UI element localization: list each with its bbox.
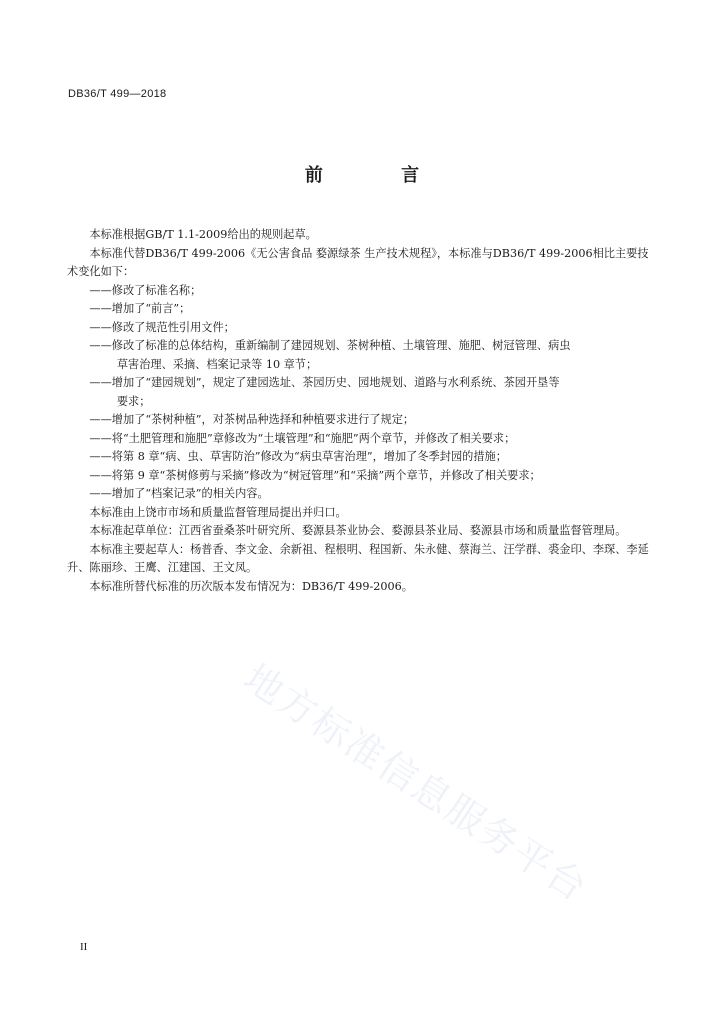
page-number: II: [80, 941, 88, 953]
list-item: [67, 467, 657, 486]
list-item-text: ——增加了“茶树种植”，对茶树品种选择和种植要求进行了规定；: [89, 413, 415, 426]
list-item-text: ——将第 9 章“茶树修剪与采摘”修改为“树冠管理”和“采摘”两个章节，并修改了相关要求；: [89, 468, 541, 482]
list-item-text: ——增加了“建园规划”，规定了建园选址、茶园历史、园地规划、道路与水利系统、茶园开垦等: [89, 376, 560, 389]
list-item-text: ——增加了“前言”；: [89, 302, 191, 315]
list-item-text: ——增加了“档案记录”的相关内容。: [89, 487, 269, 500]
list-item: [67, 337, 657, 374]
list-item-text: ——修改了标准名称；: [89, 283, 202, 297]
list-item: [67, 282, 657, 301]
document-code: DB36/T 499—2018: [68, 88, 167, 100]
change-list: [67, 282, 657, 504]
list-item-text: ——修改了规范性引用文件；: [89, 320, 235, 334]
watermark: 地方标准信息服务平台: [236, 655, 596, 911]
paragraph-drafting-units: 本标准起草单位：江西省蚕桑茶叶研究所、婺源县茶业协会、婺源县茶业局、婺源县市场和质量监督管理局。: [89, 524, 627, 537]
list-item: [67, 300, 657, 319]
foreword-body: [67, 226, 657, 596]
list-item: [67, 485, 657, 504]
list-item: [67, 319, 657, 338]
page-title: 前 言: [304, 165, 456, 186]
list-item-continuation: 要求；: [116, 394, 151, 408]
paragraph-drafting-rules: 本标准根据GB/T 1.1-2009给出的规则起草。: [89, 228, 317, 241]
list-item: [67, 430, 657, 449]
list-item-continuation: 草害治理、采摘、档案记录等 10 章节；: [116, 357, 318, 371]
list-item: [67, 411, 657, 430]
list-item-text: ——将第 8 章“病、虫、草害防治”修改为“病虫草害治理”，增加了冬季封园的措施；: [89, 450, 507, 463]
paragraph-proposer: 本标准由上饶市市场和质量监督管理局提出并归口。: [89, 505, 347, 519]
paragraph-replacement: 本标准代替DB36/T 499-2006《无公害食品 婺源绿茶 生产技术规程》，本标准与DB36/T 499-2006相比主要技术变化如下：: [67, 246, 649, 278]
paragraph-version-history: 本标准所替代标准的历次版本发布情况为：DB36/T 499-2006。: [89, 579, 413, 593]
paragraph-drafters: 本标准主要起草人：杨普香、李文金、余新祖、程根明、程国新、朱永健、蔡海兰、汪学群、裘金印、李琛、李延升、陈丽珍、王鹰、江建国、王文凤。: [67, 542, 649, 574]
list-item-text: ——修改了标准的总体结构，重新编制了建园规划、茶树种植、土壤管理、施肥、树冠管理、病虫: [89, 339, 571, 352]
list-item: [67, 448, 657, 467]
list-item: [67, 374, 657, 411]
list-item-text: ——将“土肥管理和施肥”章修改为“土壤管理”和“施肥”两个章节，并修改了相关要求；: [89, 431, 516, 445]
